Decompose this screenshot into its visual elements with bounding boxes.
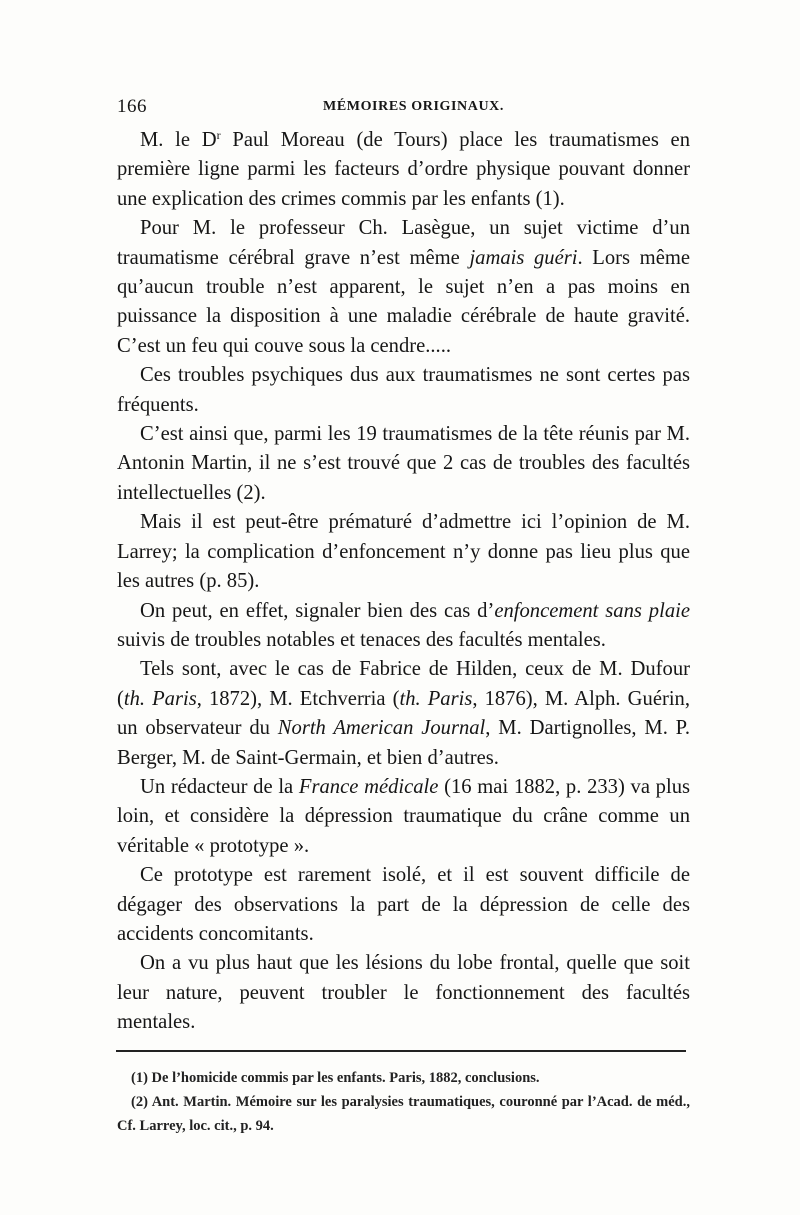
italic-text: enfoncement sans plaie bbox=[494, 599, 690, 622]
text-run: Paul Moreau (de Tours) place les traumatismes en première ligne parmi les facteurs d’ordre physique pouvant donner une explication des crimes commis par les enfants (1). bbox=[117, 129, 690, 210]
text-run: Pour M. le professeur Ch. Lasègue, un sujet victime d’un traumatisme cérébral grave n’est même bbox=[117, 217, 690, 269]
text-run: M. le D bbox=[140, 129, 217, 151]
footnote: (1) De l’homicide commis par les enfants. Paris, 1882, conclusions. bbox=[131, 1070, 540, 1086]
text-run: C’est ainsi que, parmi les 19 traumatismes de la tête réunis par M. Antonin Martin, il ne s’est trouvé que 2 cas de troubles des facultés intellectuelles (2). bbox=[117, 423, 690, 504]
body-paragraph bbox=[117, 861, 690, 949]
italic-text: North American Journal bbox=[277, 717, 486, 740]
italic-text: th. Paris bbox=[399, 687, 473, 710]
text-run: On peut, en effet, signaler bien des cas d’ bbox=[140, 599, 495, 622]
body-paragraph bbox=[117, 949, 690, 1037]
body-paragraph bbox=[117, 655, 690, 773]
text-run: , 1876), M. Alph. Guérin, un observateur du bbox=[117, 687, 690, 740]
body-paragraph bbox=[117, 361, 690, 420]
body-paragraph bbox=[117, 508, 690, 596]
italic-text: jamais guéri bbox=[469, 246, 578, 269]
footnote: (2) Ant. Martin. Mémoire sur les paralysies traumatiques, couronné par l’Acad. de méd., Cf. Larrey, loc. cit., p. 94. bbox=[117, 1094, 690, 1134]
text-run: Tels sont, avec le cas de Fabrice de Hilden, ceux de M. Dufour ( bbox=[117, 658, 690, 710]
text-run: On a vu plus haut que les lésions du lobe frontal, quelle que soit leur nature, peuvent troubler le fonctionnement des facultés mentales. bbox=[117, 952, 690, 1034]
footnote-divider bbox=[116, 1050, 686, 1052]
italic-text: France médicale bbox=[298, 775, 439, 798]
text-run: , 1872), M. Etchverria ( bbox=[196, 687, 400, 710]
body-paragraph bbox=[117, 214, 690, 361]
text-run: (16 mai 1882, p. 233) va plus loin, et considère la dépression traumatique du crâne comme un véritable « prototype ». bbox=[117, 775, 691, 857]
text-run: Mais il est peut-être prématuré d’admettre ici l’opinion de M. Larrey; la complication d’enfoncement n’y donne pas lieu plus que les autres (p. 85). bbox=[117, 511, 690, 593]
text-run: Ces troubles psychiques dus aux traumatismes ne sont certes pas fréquents. bbox=[117, 364, 690, 416]
text-run: Ce prototype est rarement isolé, et il est souvent difficile de dégager des observations la part de la dépression de celle des accidents concomitants. bbox=[117, 864, 690, 945]
page-number: 166 bbox=[117, 96, 147, 117]
text-run: suivis de troubles notables et tenaces des facultés mentales. bbox=[117, 628, 606, 651]
text-run: , M. Dartignolles, M. P. Berger, M. de Saint-Germain, et bien d’autres. bbox=[117, 717, 690, 769]
page-header bbox=[117, 96, 690, 122]
body-paragraph bbox=[117, 597, 690, 656]
superscript-text: r bbox=[216, 128, 221, 142]
running-title: MÉMOIRES ORIGINAUX. bbox=[323, 99, 504, 114]
footnotes bbox=[117, 1066, 690, 1138]
body-paragraph bbox=[117, 420, 690, 508]
body-paragraph bbox=[117, 773, 690, 861]
text-run: . Lors même qu’aucun trouble n’est apparent, le sujet n’en a pas moins en puissance la disposition à une maladie cérébrale de haute gravité. C’est un feu qui couve sous la cendre..... bbox=[117, 246, 691, 357]
body-text bbox=[117, 126, 690, 1038]
italic-text: th. Paris bbox=[123, 687, 197, 710]
body-paragraph bbox=[117, 126, 690, 214]
text-run: Un rédacteur de la bbox=[140, 775, 299, 798]
